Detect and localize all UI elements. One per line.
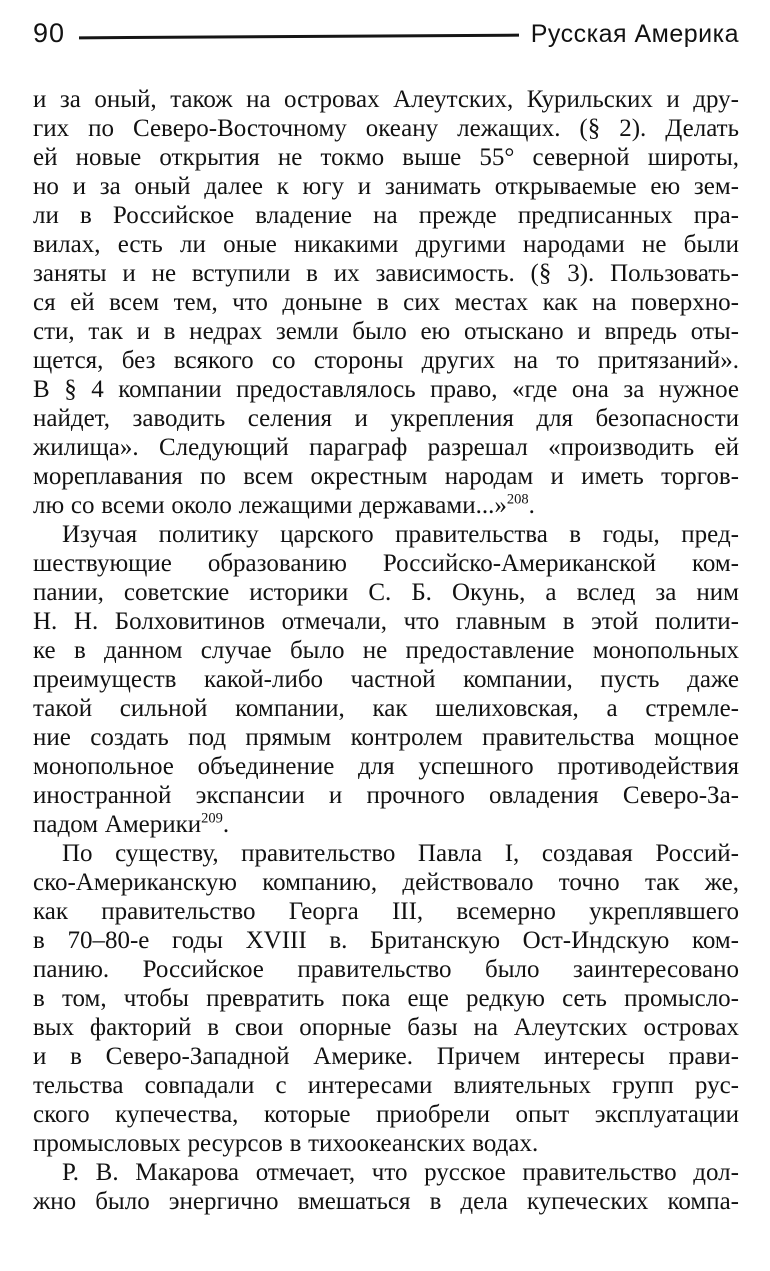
text-line: По существу, правительство Павла I, создавая Россий- <box>62 840 739 867</box>
text-line: ского купечества, которые приобрели опыт эксплуатации <box>33 1101 739 1128</box>
text-line: но и за оный далее к югу и занимать открываемые ею зем- <box>33 173 739 200</box>
text-line: найдет, заводить селения и укрепления для безопасности <box>33 405 739 432</box>
text-line: В § 4 компании предоставлялось право, «где она за нужное <box>33 376 739 403</box>
header-rule <box>79 33 519 38</box>
text-line: в 70–80-е годы XVIII в. Британскую Ост-Индскую ком- <box>33 927 739 954</box>
text-line: гих по Северо-Восточному океану лежащих. (§ 2). Делать <box>33 115 739 142</box>
footnote-ref: 208 <box>506 491 529 508</box>
text-line: и за оный, також на островах Алеутских, Курильских и дру- <box>33 86 739 113</box>
page-number: 90 <box>33 18 66 48</box>
text-line: иностранной экспансии и прочного овладения Северо-За- <box>33 782 739 809</box>
text-line: преимуществ какой-либо частной компании, пусть даже <box>33 666 739 693</box>
text-line: заняты и не вступили в их зависимость. (§ 3). Пользовать- <box>33 260 739 287</box>
text-line: мореплавания по всем окрестным народам и иметь торгов- <box>33 463 739 490</box>
text-line: ей новые открытия не токмо выше 55° северной широты, <box>33 144 739 171</box>
paragraph <box>33 520 739 839</box>
paragraph <box>33 839 739 1158</box>
text-line: ско-Американскую компанию, действовало точно так же, <box>33 869 739 896</box>
text-line: как правительство Георга III, всемерно укреплявшего <box>33 898 739 925</box>
text-line: вилах, есть ли оные никакими другими народами не были <box>33 231 739 258</box>
text-line: Изучая политику царского правительства в годы, пред- <box>62 521 739 548</box>
text-line: ся ей всем тем, что доныне в сих местах как на поверхно- <box>33 289 739 316</box>
text-line: падом Америки$^{209}$. <box>33 810 230 838</box>
text-line: ке в данном случае было не предоставление монопольных <box>33 637 739 664</box>
paragraph <box>33 1158 739 1216</box>
text-line: и в Северо-Западной Америке. Причем интересы прави- <box>33 1043 739 1070</box>
text-line: тельства совпадали с интересами влиятельных групп рус- <box>33 1072 739 1099</box>
running-title: Русская Америка <box>530 20 739 48</box>
text-line: Н. Н. Болховитинов отмечали, что главным в этой полити- <box>33 608 739 635</box>
text-line: монопольное объединение для успешного противодействия <box>33 753 739 780</box>
page-header <box>33 20 739 54</box>
text-line: лю со всеми около лежащими державами...»$^{208}$. <box>33 491 535 519</box>
text-line: панию. Российское правительство было заинтересовано <box>33 956 739 983</box>
text-line: сти, так и в недрах земли было ею отыскано и впредь оты- <box>33 318 739 345</box>
text-line: промысловых ресурсов в тихоокеанских водах. <box>33 1130 539 1157</box>
text-line: в том, чтобы превратить пока еще редкую сеть промысло- <box>33 985 739 1012</box>
text-line: вых факторий в свои опорные базы на Алеутских островах <box>33 1014 739 1041</box>
text-line: ние создать под прямым контролем правительства мощное <box>33 724 739 751</box>
text-line: шествующие образованию Российско-Американской ком- <box>33 550 739 577</box>
text-line: жилища». Следующий параграф разрешал «производить ей <box>33 434 739 461</box>
body-text <box>33 85 739 1216</box>
text-line: Р. В. Макарова отмечает, что русское правительство дол- <box>62 1159 739 1186</box>
text-line: такой сильной компании, как шелиховская, а стремле- <box>33 695 739 722</box>
text-line: жно было энергично вмешаться в дела купеческих компа- <box>33 1188 739 1215</box>
text-line: щется, без всякого со стороны других на то притязаний». <box>33 347 739 374</box>
footnote-ref: 209 <box>201 810 223 827</box>
paragraph <box>33 85 739 520</box>
text-line: ли в Российское владение на прежде предписанных пра- <box>33 202 739 229</box>
text-line: пании, советские историки С. Б. Окунь, а вслед за ним <box>33 579 739 606</box>
